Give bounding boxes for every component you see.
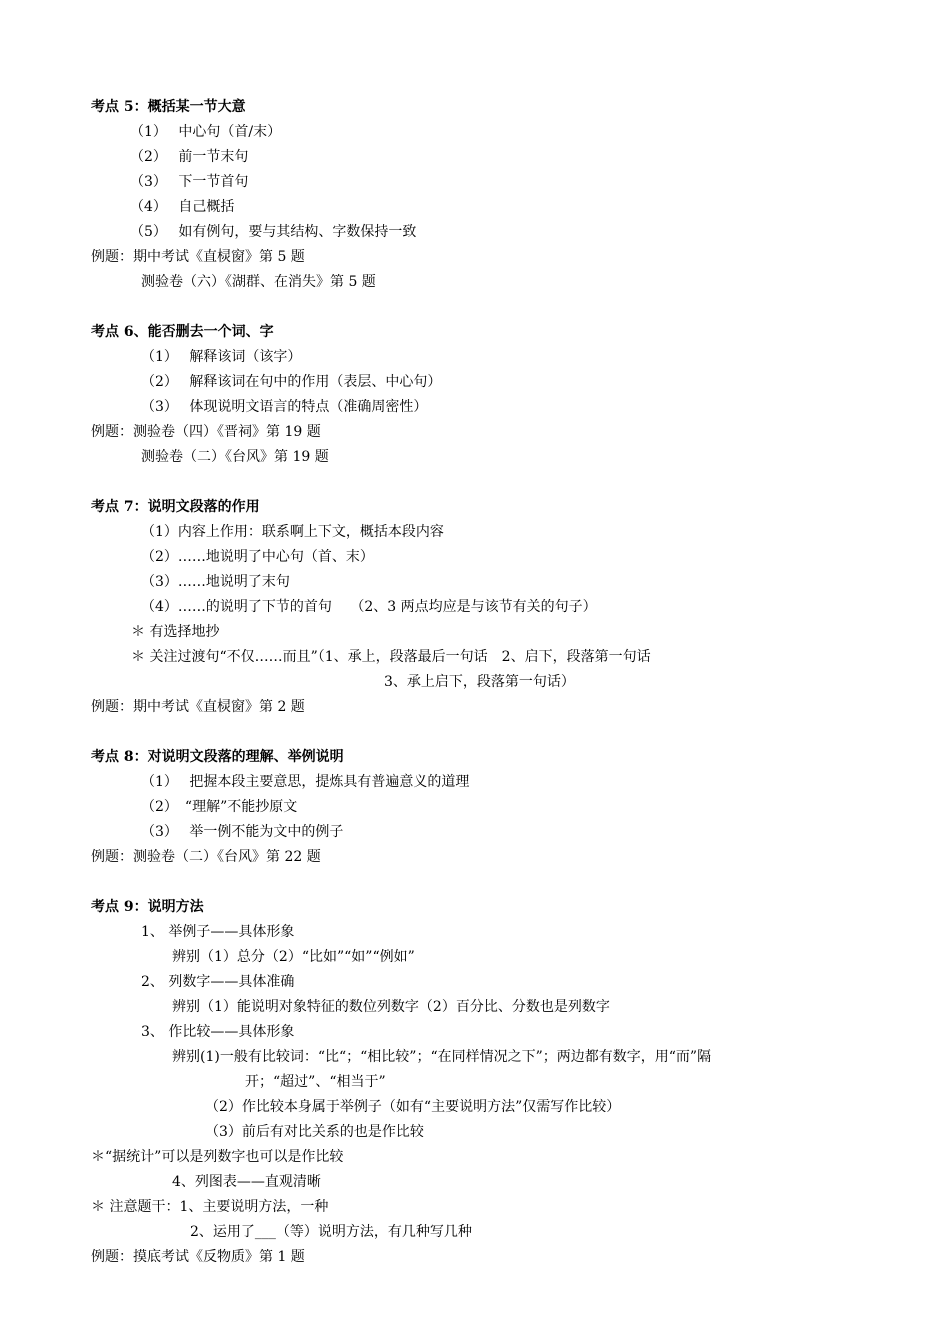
example-line: 例题：测验卷（二）《台风》第 22 题 [91, 849, 321, 865]
note-line: ＊“据统计”可以是列数字也可以是作比较 [91, 1149, 344, 1165]
list-item: （5） 如有例句，要与其结构、字数保持一致 [130, 224, 417, 240]
note-line: ＊ 关注过渡句“不仅……而且”（1、承上，段落最后一句话 2、启下，段落第一句话 [131, 649, 651, 665]
example-line: 例题：摸底考试《反物质》第 1 题 [91, 1249, 305, 1265]
method-detail: （3）前后有对比关系的也是作比较 [205, 1124, 424, 1140]
list-item: （2） 解释该词在句中的作用（表层、中心句） [141, 374, 442, 390]
example-line: 例题：期中考试《直棂窗》第 2 题 [91, 699, 305, 715]
list-item: （3） 体现说明文语言的特点（准确周密性） [141, 399, 428, 415]
example-line: 测验卷（六）《湖群、在消失》第 5 题 [141, 274, 376, 290]
section-8-title: 考点 8：对说明文段落的理解、举例说明 [91, 749, 344, 765]
method-item: 4、列图表——直观清晰 [172, 1174, 321, 1190]
list-item: （4）……的说明了下节的首句 （2、3 两点均应是与该节有关的句子） [141, 599, 597, 615]
list-item: （3） 下一节首句 [130, 174, 249, 190]
list-item: （2） 前一节末句 [130, 149, 249, 165]
section-7-title: 考点 7：说明文段落的作用 [91, 499, 260, 515]
list-item: （3）……地说明了末句 [141, 574, 290, 590]
list-item: （1） 把握本段主要意思，提炼具有普遍意义的道理 [141, 774, 470, 790]
section-6-title: 考点 6、能否删去一个词、字 [91, 324, 274, 340]
example-line: 测验卷（二）《台风》第 19 题 [141, 449, 329, 465]
method-detail: 开；“超过”、“相当于” [245, 1074, 386, 1090]
section-5-title: 考点 5：概括某一节大意 [91, 99, 246, 115]
method-detail: 辨别(1)一般有比较词：“比“；“相比较”；“在同样情况之下”；两边都有数字，用“而”隔 [172, 1049, 712, 1065]
method-detail: 辨别（1）总分（2）“比如”“如”“例如” [172, 949, 415, 965]
list-item: （1） 中心句（首/末） [130, 124, 282, 140]
list-item: （2） “理解”不能抄原文 [141, 799, 298, 815]
list-item: （1） 解释该词（该字） [141, 349, 302, 365]
note-line: 3、承上启下，段落第一句话） [384, 674, 575, 690]
method-item: 1、 举例子——具体形象 [141, 924, 295, 940]
list-item: （2）……地说明了中心句（首、末） [141, 549, 374, 565]
note-line: 2、运用了___（等）说明方法，有几种写几种 [190, 1224, 472, 1240]
method-item: 3、 作比较——具体形象 [141, 1024, 295, 1040]
example-line: 例题：测验卷（四）《晋祠》第 19 题 [91, 424, 321, 440]
note-line: ＊ 注意题干：1、主要说明方法，一种 [91, 1199, 329, 1215]
method-item: 2、 列数字——具体准确 [141, 974, 295, 990]
method-detail: （2）作比较本身属于举例子（如有“主要说明方法”仅需写作比较） [205, 1099, 621, 1115]
list-item: （3） 举一例不能为文中的例子 [141, 824, 344, 840]
example-line: 例题：期中考试《直棂窗》第 5 题 [91, 249, 305, 265]
list-item: （1）内容上作用：联系啊上下文，概括本段内容 [141, 524, 444, 540]
section-9-title: 考点 9：说明方法 [91, 899, 204, 915]
method-detail: 辨别（1）能说明对象特征的数位列数字（2）百分比、分数也是列数字 [172, 999, 610, 1015]
note-line: ＊ 有选择地抄 [131, 624, 220, 640]
list-item: （4） 自己概括 [130, 199, 235, 215]
